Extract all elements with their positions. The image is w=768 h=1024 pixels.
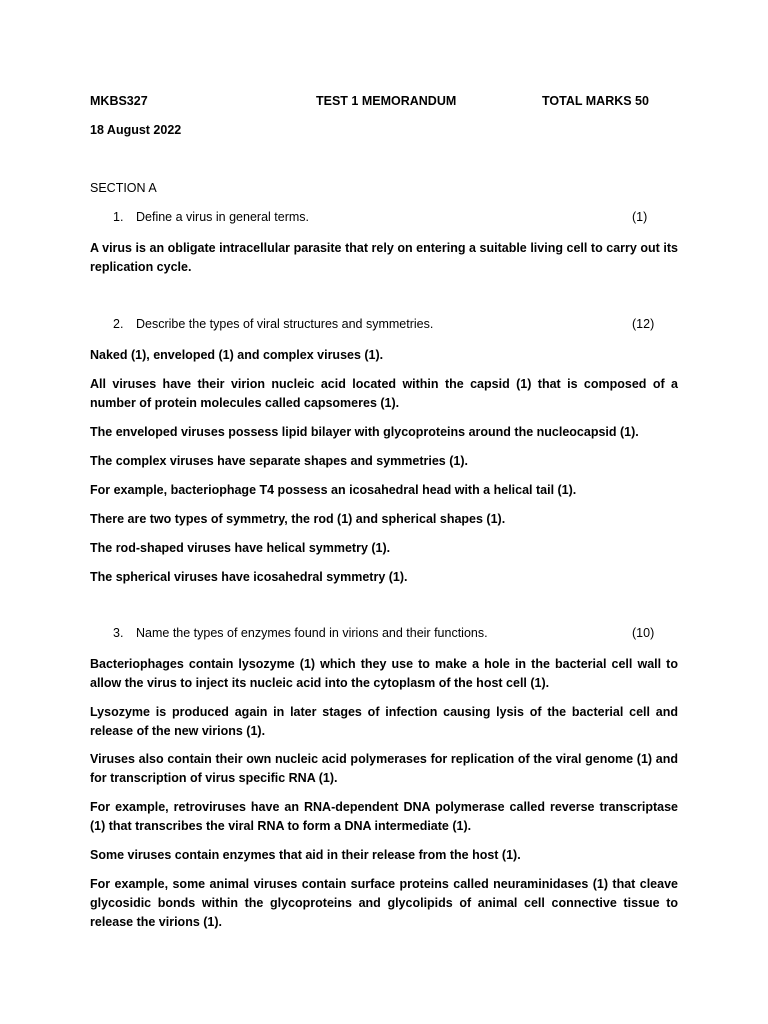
question-2-answer-3: The enveloped viruses possess lipid bilayer with glycoproteins around the nucleocapsid (1). — [90, 425, 639, 439]
question-3-number: 3. — [113, 626, 124, 640]
question-3-answer-2: Lysozyme is produced again in later stages of infection causing lysis of the bacterial cell and release of the new virions (1). — [90, 705, 678, 738]
question-2-answer-4: The complex viruses have separate shapes and symmetries (1). — [90, 454, 468, 468]
course-code: MKBS327 — [90, 94, 148, 108]
question-2-answer-5: For example, bacteriophage T4 possess an icosahedral head with a helical tail (1). — [90, 483, 577, 497]
question-2-text: Describe the types of viral structures and symmetries. — [136, 317, 434, 331]
question-3-answer-1: Bacteriophages contain lysozyme (1) which they use to make a hole in the bacterial cell wall to allow the virus to inject its nucleic acid into the cytoplasm of the host cell (1). — [90, 657, 678, 690]
question-2-answer-2: All viruses have their virion nucleic acid located within the capsid (1) that is composed of a number of protein molecules called capsomeres (1). — [90, 377, 678, 410]
document-date: 18 August 2022 — [90, 123, 182, 137]
question-2-answer-8: The spherical viruses have icosahedral symmetry (1). — [90, 570, 408, 584]
question-3-answer-3: Viruses also contain their own nucleic acid polymerases for replication of the viral genome (1) and for transcription of virus specific RNA (1). — [90, 752, 678, 785]
question-2-number: 2. — [113, 317, 124, 331]
total-marks: TOTAL MARKS 50 — [542, 94, 649, 108]
question-2-answer-7: The rod-shaped viruses have helical symmetry (1). — [90, 541, 391, 555]
question-2-answer-1: Naked (1), enveloped (1) and complex viruses (1). — [90, 348, 384, 362]
question-2-answer-6: There are two types of symmetry, the rod (1) and spherical shapes (1). — [90, 512, 506, 526]
document-title: TEST 1 MEMORANDUM — [316, 94, 457, 108]
question-3-answer-6: For example, some animal viruses contain surface proteins called neuraminidases (1) that cleave glycosidic bonds within the glycoproteins and glycolipids of animal cell connective tissue to release the virions (1). — [90, 877, 678, 929]
question-3-answer-4: For example, retroviruses have an RNA-dependent DNA polymerase called reverse transcriptase (1) that transcribes the viral RNA to form a DNA intermediate (1). — [90, 800, 678, 833]
question-1-answer: A virus is an obligate intracellular parasite that rely on entering a suitable living cell to carry out its replication cycle. — [90, 241, 678, 274]
question-3-answer-5: Some viruses contain enzymes that aid in their release from the host (1). — [90, 848, 521, 862]
question-1-text: Define a virus in general terms. — [136, 210, 309, 224]
question-2-marks: (12) — [632, 317, 655, 331]
question-1-marks: (1) — [632, 210, 648, 224]
question-3-text: Name the types of enzymes found in virions and their functions. — [136, 626, 488, 640]
question-1-number: 1. — [113, 210, 124, 224]
question-3-marks: (10) — [632, 626, 655, 640]
section-label: SECTION A — [90, 181, 157, 195]
